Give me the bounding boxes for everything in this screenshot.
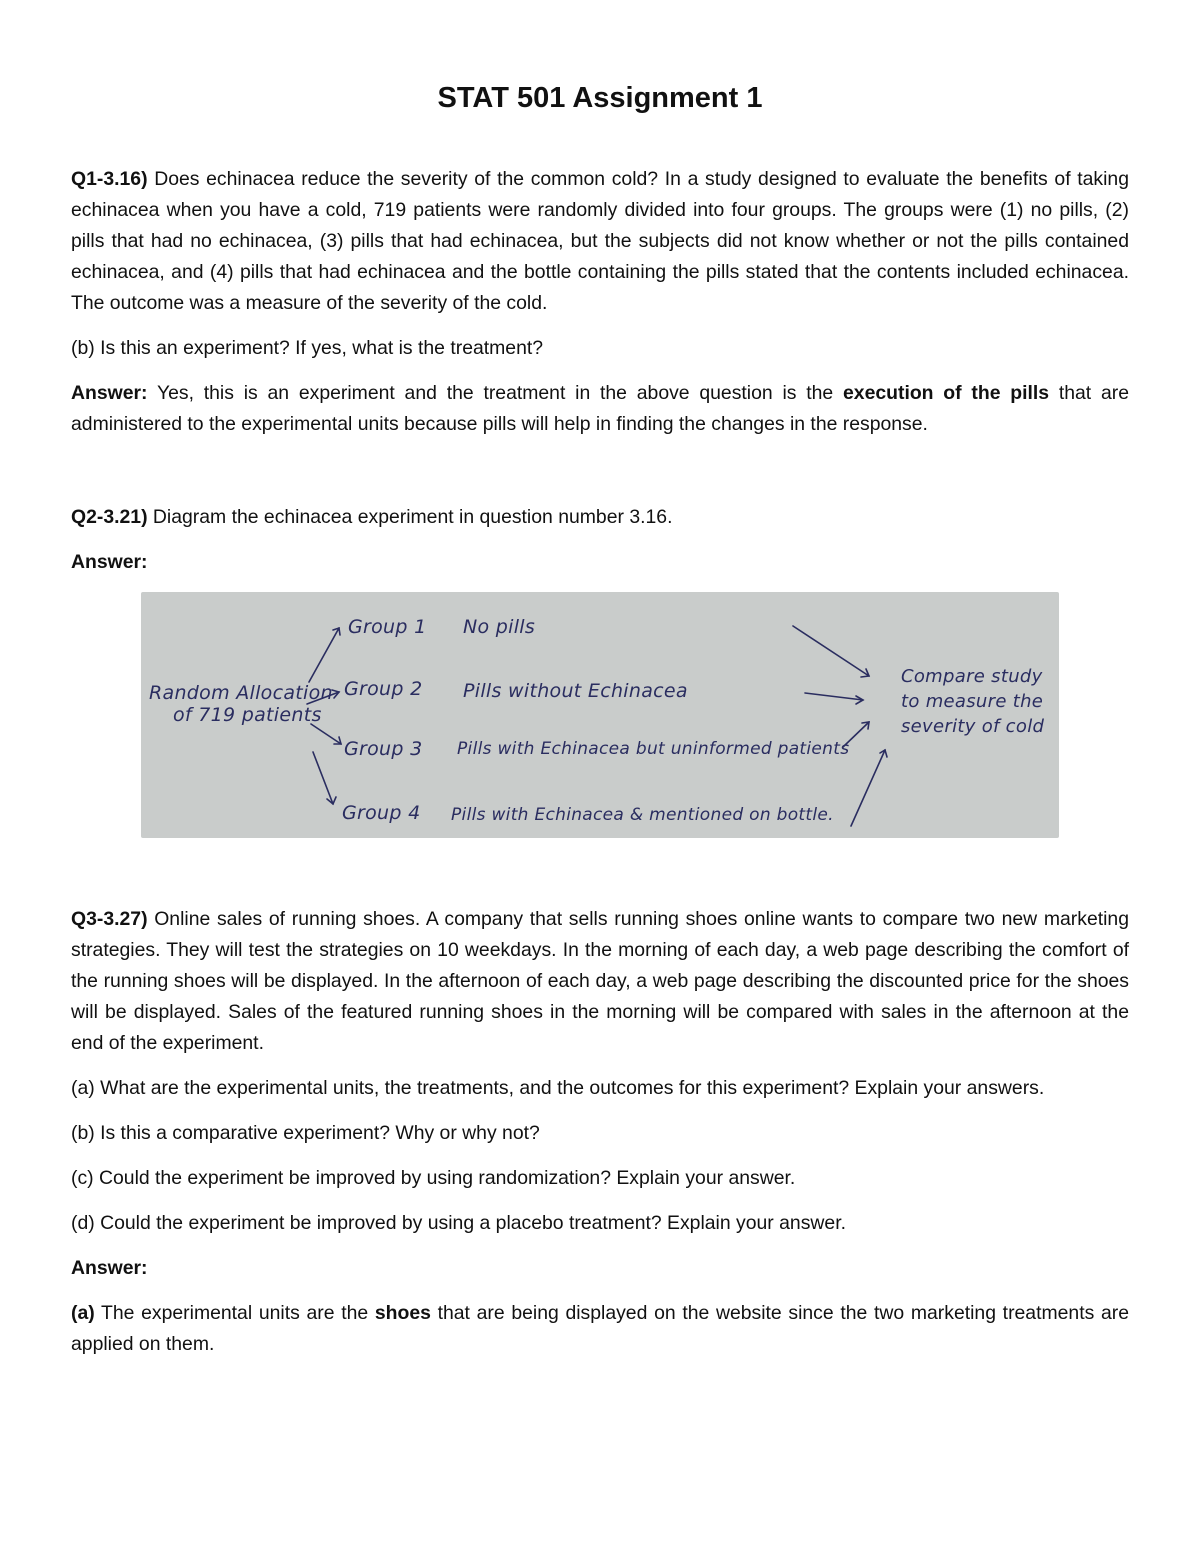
answer-1-text-post: that are administered to the experimental units because pills will help in finding the changes in the response. (71, 382, 1130, 435)
answer-2-label: Answer: (71, 551, 148, 573)
arrow-to-group-1 (309, 628, 339, 682)
answer-1-emphasis: execution of the pills (843, 382, 1050, 404)
answer-3-label: Answer: (71, 1257, 148, 1279)
arrow-to-group-3 (311, 724, 341, 744)
question-1-part-b: (b) Is this an experiment? If yes, what is the treatment? (71, 337, 544, 359)
answer-3-part-a-emphasis: shoes (374, 1302, 431, 1324)
treatment-1-label: No pills (463, 616, 536, 638)
group-3-label: Group 3 (344, 738, 423, 760)
question-2 (71, 502, 1129, 533)
question-2-label: Q2-3.21) (71, 506, 148, 528)
random-allocation-label (149, 682, 333, 726)
question-3 (71, 904, 1129, 1059)
group-1-label: Group 1 (348, 616, 427, 638)
document-title: STAT 501 Assignment 1 (437, 82, 763, 114)
question-3-part-d: (d) Could the experiment be improved by using a placebo treatment? Explain your answer. (71, 1212, 846, 1234)
question-3-text: Online sales of running shoes. A company that sells running shoes online wants to compare two new marketing strategies. They will test the strategies on 10 weekdays. In the morning of each day, a web page describing the comfort of the running shoes will be displayed. In the afternoon of each day, a web page describing the discounted price for the shoes will be displayed. Sales of the featured running shoes in the morning will be compared with sales in the afternoon at the end of the experiment. (71, 908, 1129, 1054)
question-3-part-a: (a) What are the experimental units, the treatments, and the outcomes for this experiment? Explain your answers. (71, 1077, 1045, 1099)
answer-1 (71, 378, 1129, 440)
answer-3-part-a-post: that are being displayed on the website since the two marketing treatments are applied on them. (71, 1302, 1129, 1355)
outcome-line-2: to measure the (901, 691, 1044, 712)
outcome-line-3: severity of cold (901, 716, 1045, 737)
answer-3-part-a-label: (a) (71, 1302, 95, 1324)
answer-3-part-a-pre: The experimental units are the (94, 1302, 375, 1324)
answer-1-label: Answer: (71, 382, 148, 404)
question-1-text: Does echinacea reduce the severity of the common cold? In a study designed to evaluate the benefits of taking echinacea when you have a cold, 719 patients were randomly divided into four groups. The groups were (1) no pills, (2) pills that had no echinacea, (3) pills that had echinacea, but the subjects did not know whether or not the pills contained echinacea, and (4) pills that had echinacea and the bottle containing the pills stated that the contents included echinacea. The outcome was a measure of the severity of the cold. (71, 168, 1129, 314)
outcome-label (901, 664, 1044, 739)
handwritten-diagram (141, 592, 1059, 838)
outcome-line-1: Compare study (901, 666, 1043, 687)
answer-3-part-a (71, 1298, 1129, 1360)
arrow-from-treatment-4 (851, 750, 885, 826)
question-3-label: Q3-3.27) (71, 908, 148, 930)
arrow-to-group-4 (313, 752, 333, 804)
group-2-label: Group 2 (344, 678, 423, 700)
arrow-from-treatment-2 (805, 693, 863, 700)
random-allocation-line-2: of 719 patients (173, 704, 322, 726)
question-3-part-c: (c) Could the experiment be improved by using randomization? Explain your answer. (71, 1167, 796, 1189)
treatment-2-label: Pills without Echinacea (463, 680, 688, 702)
answer-1-text-pre: Yes, this is an experiment and the treatment in the above question is the (147, 382, 843, 404)
arrow-from-treatment-1 (793, 626, 869, 676)
group-4-label: Group 4 (342, 802, 421, 824)
random-allocation-line-1: Random Allocation (149, 682, 333, 704)
treatment-4-label: Pills with Echinacea & mentioned on bottle. (451, 805, 834, 825)
question-1-label: Q1-3.16) (71, 168, 148, 190)
treatment-3-label: Pills with Echinacea but uninformed patients (457, 739, 850, 759)
question-3-part-b: (b) Is this a comparative experiment? Why or why not? (71, 1122, 540, 1144)
question-1 (71, 164, 1129, 319)
question-2-text: Diagram the echinacea experiment in question number 3.16. (147, 506, 673, 528)
